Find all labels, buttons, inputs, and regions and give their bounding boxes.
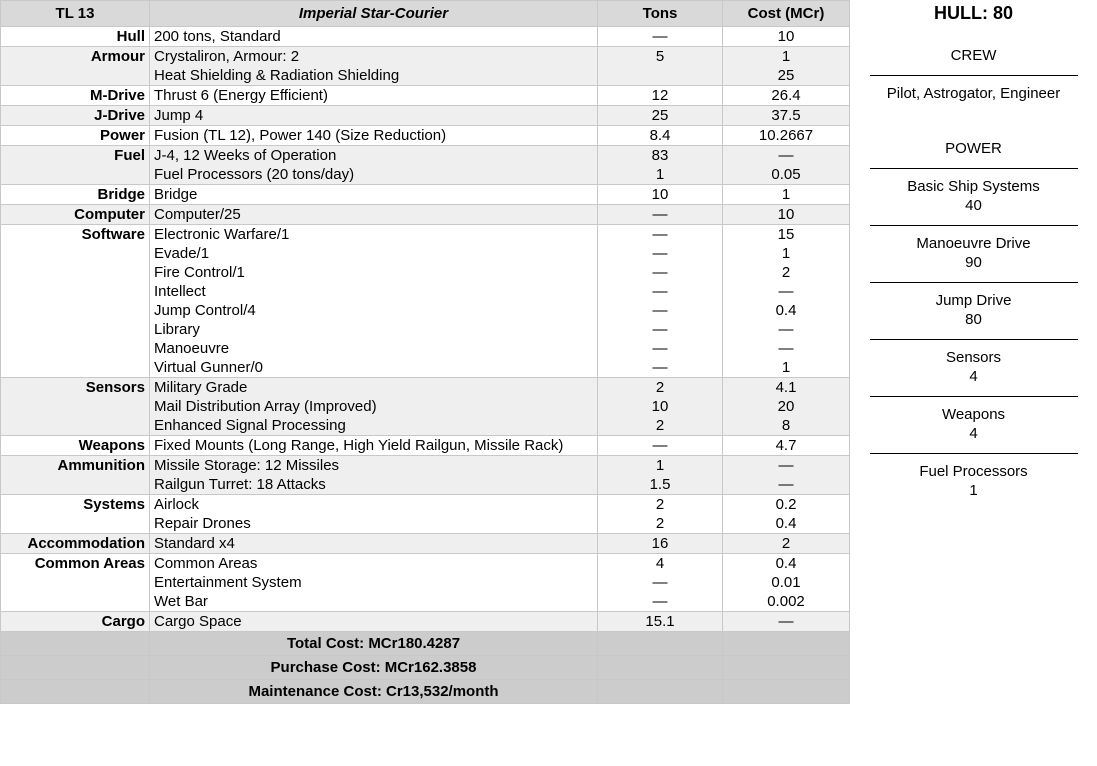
item-cost: — [778, 457, 794, 474]
header-row [1, 1, 850, 27]
item-tons-cell [598, 106, 723, 126]
item-description: Jump Control/4 [154, 302, 256, 319]
item-cost-cell [723, 106, 850, 126]
item-cost: 25 [777, 67, 795, 84]
item-description: Bridge [154, 186, 198, 203]
total-spacer [723, 656, 850, 680]
item-tons-cell [598, 378, 723, 436]
item-description: Fusion (TL 12), Power 140 (Size Reduction) [154, 127, 447, 144]
row-label: Accommodation [1, 534, 150, 554]
item-cost: — [778, 340, 794, 357]
item-cost-cell [723, 47, 850, 86]
total-value: Total Cost: MCr180.4287 [150, 632, 598, 656]
power-item-name: Weapons [941, 406, 1006, 423]
item-cost: 10 [777, 206, 795, 223]
row-label: Computer [1, 205, 150, 225]
item-tons: 16 [651, 535, 669, 552]
item-tons-cell [598, 47, 723, 86]
item-description: Library [154, 321, 200, 338]
item-description: Evade/1 [154, 245, 210, 262]
total-value: Maintenance Cost: Cr13,532/month [150, 680, 598, 704]
table-row [1, 554, 850, 612]
table-row [1, 534, 850, 554]
item-cost-cell [723, 456, 850, 495]
item-cost: 0.4 [775, 302, 797, 319]
item-description: Intellect [154, 283, 206, 300]
row-label: Sensors [1, 378, 150, 436]
item-description: Heat Shielding & Radiation Shielding [154, 67, 400, 84]
row-label: Bridge [1, 185, 150, 205]
item-tons: 2 [655, 515, 665, 532]
item-cost: 1 [781, 245, 791, 262]
item-description: Standard x4 [154, 535, 235, 552]
item-cost-cell [723, 205, 850, 225]
table-row [1, 225, 850, 378]
item-tons: 15.1 [645, 613, 675, 630]
power-item-value: 40 [965, 197, 982, 214]
item-description-cell [150, 27, 598, 47]
item-tons: — [652, 245, 668, 262]
item-tons: — [652, 593, 668, 610]
item-description-cell [150, 146, 598, 185]
item-description: Common Areas [154, 555, 258, 572]
item-cost: 0.2 [775, 496, 797, 513]
total-spacer [1, 632, 150, 656]
item-tons-cell [598, 495, 723, 534]
table-row [1, 27, 850, 47]
item-tons: 10 [651, 186, 669, 203]
row-label: M-Drive [1, 86, 150, 106]
table-row [1, 86, 850, 106]
item-description-cell [150, 554, 598, 612]
item-description: Railgun Turret: 18 Attacks [154, 476, 326, 493]
item-description-cell [150, 106, 598, 126]
item-description-cell [150, 205, 598, 225]
item-description: Enhanced Signal Processing [154, 417, 346, 434]
crew-heading: CREW [950, 47, 997, 64]
item-cost: 10 [777, 28, 795, 45]
item-description-cell [150, 534, 598, 554]
power-heading: POWER [945, 140, 1002, 157]
item-description: Mail Distribution Array (Improved) [154, 398, 377, 415]
row-label: Weapons [1, 436, 150, 456]
item-cost-cell [723, 185, 850, 205]
table-row [1, 436, 850, 456]
item-description-cell [150, 378, 598, 436]
item-cost-cell [723, 378, 850, 436]
total-spacer [723, 680, 850, 704]
row-label: Ammunition [1, 456, 150, 495]
power-item-value: 1 [969, 482, 978, 499]
item-tons: — [652, 226, 668, 243]
item-description: Jump 4 [154, 107, 204, 124]
item-cost: — [778, 321, 794, 338]
table-row [1, 495, 850, 534]
ship-name-header: Imperial Star-Courier [150, 1, 598, 27]
item-cost: 0.4 [775, 555, 797, 572]
item-tons: 1 [655, 457, 665, 474]
item-tons: — [652, 359, 668, 376]
item-cost: 4.7 [775, 437, 797, 454]
total-row [1, 656, 850, 680]
item-tons: 4 [655, 555, 665, 572]
total-value: Purchase Cost: MCr162.3858 [150, 656, 598, 680]
item-tons: — [652, 340, 668, 357]
item-description-cell [150, 185, 598, 205]
item-cost-cell [723, 436, 850, 456]
item-cost: — [778, 147, 794, 164]
item-tons-cell [598, 146, 723, 185]
total-row [1, 680, 850, 704]
power-item-name: Sensors [945, 349, 1002, 366]
item-tons-cell [598, 205, 723, 225]
item-tons: 10 [651, 398, 669, 415]
total-spacer [1, 680, 150, 704]
item-description: Electronic Warfare/1 [154, 226, 290, 243]
item-cost-cell [723, 146, 850, 185]
item-tons: — [652, 264, 668, 281]
item-tons: 1.5 [649, 476, 671, 493]
item-description: 200 tons, Standard [154, 28, 281, 45]
item-description: Wet Bar [154, 593, 208, 610]
power-item-value: 4 [969, 368, 978, 385]
row-label: Armour [1, 47, 150, 86]
table-row [1, 146, 850, 185]
item-description: Missile Storage: 12 Missiles [154, 457, 340, 474]
item-tons-cell [598, 534, 723, 554]
hull-points: HULL: 80 [933, 3, 1013, 23]
item-tons-cell [598, 456, 723, 495]
table-row [1, 106, 850, 126]
row-label: Fuel [1, 146, 150, 185]
item-description: Crystaliron, Armour: 2 [154, 48, 300, 65]
item-tons: 25 [651, 107, 669, 124]
item-tons: 2 [655, 417, 665, 434]
total-spacer [1, 656, 150, 680]
item-tons-cell [598, 86, 723, 106]
item-description-cell [150, 225, 598, 378]
item-cost-cell [723, 534, 850, 554]
item-cost-cell [723, 86, 850, 106]
power-item-value: 80 [965, 311, 982, 328]
side-panel [850, 0, 1097, 510]
item-cost: 15 [777, 226, 795, 243]
item-cost: — [778, 476, 794, 493]
item-description: Entertainment System [154, 574, 302, 591]
item-cost-cell [723, 612, 850, 632]
item-description: Fuel Processors (20 tons/day) [154, 166, 355, 183]
item-tons: — [652, 574, 668, 591]
item-description: Airlock [154, 496, 200, 513]
power-item-name: Jump Drive [935, 292, 1012, 309]
power-item-value: 4 [969, 425, 978, 442]
item-tons: — [652, 321, 668, 338]
row-label: Common Areas [1, 554, 150, 612]
item-description: Thrust 6 (Energy Efficient) [154, 87, 328, 104]
item-cost-cell [723, 126, 850, 146]
row-label: Cargo [1, 612, 150, 632]
item-description: Fire Control/1 [154, 264, 245, 281]
item-tons-cell [598, 27, 723, 47]
totals-body [1, 632, 850, 704]
item-cost: — [778, 613, 794, 630]
item-description: J-4, 12 Weeks of Operation [154, 147, 337, 164]
item-description-cell [150, 86, 598, 106]
item-tons [602, 66, 718, 85]
item-cost: 2 [781, 535, 791, 552]
power-item [850, 226, 1097, 282]
total-spacer [598, 656, 723, 680]
item-tons: — [652, 28, 668, 45]
item-cost: 10.2667 [758, 127, 814, 144]
table-row [1, 456, 850, 495]
tech-level-header: TL 13 [1, 1, 150, 27]
table-row [1, 612, 850, 632]
item-description: Fixed Mounts (Long Range, High Yield Railgun, Missile Rack) [154, 437, 564, 454]
item-cost: 0.01 [771, 574, 801, 591]
item-tons: 2 [655, 496, 665, 513]
power-item-name: Basic Ship Systems [907, 178, 1040, 195]
item-tons-cell [598, 436, 723, 456]
row-label: Hull [1, 27, 150, 47]
item-description: Computer/25 [154, 206, 241, 223]
item-description: Manoeuvre [154, 340, 230, 357]
item-description: Cargo Space [154, 613, 242, 630]
item-tons: 2 [655, 379, 665, 396]
total-row [1, 632, 850, 656]
item-tons: 8.4 [649, 127, 671, 144]
item-description-cell [150, 126, 598, 146]
power-item [850, 397, 1097, 453]
power-item [850, 169, 1097, 225]
item-description: Virtual Gunner/0 [154, 359, 263, 376]
item-cost: 2 [781, 264, 791, 281]
crew-list: Pilot, Astrogator, Engineer [886, 85, 1061, 102]
row-label: J-Drive [1, 106, 150, 126]
item-tons-cell [598, 225, 723, 378]
cost-header: Cost (MCr) [723, 1, 850, 27]
total-spacer [598, 680, 723, 704]
item-tons: 83 [651, 147, 669, 164]
row-label: Systems [1, 495, 150, 534]
item-cost: 20 [777, 398, 795, 415]
crew-divider [870, 75, 1078, 76]
power-item [850, 340, 1097, 396]
item-description-cell [150, 436, 598, 456]
item-cost: 4.1 [775, 379, 797, 396]
item-cost: 1 [781, 186, 791, 203]
table-row [1, 47, 850, 86]
table-row [1, 185, 850, 205]
total-spacer [598, 632, 723, 656]
item-tons: 12 [651, 87, 669, 104]
item-description: Repair Drones [154, 515, 251, 532]
item-description-cell [150, 47, 598, 86]
item-cost: 1 [781, 359, 791, 376]
item-description: Military Grade [154, 379, 248, 396]
spec-body [1, 27, 850, 632]
item-tons-cell [598, 612, 723, 632]
power-item-name: Manoeuvre Drive [916, 235, 1031, 252]
item-cost: 26.4 [771, 87, 801, 104]
power-item [850, 454, 1097, 510]
power-item-value: 90 [965, 254, 982, 271]
row-label: Software [1, 225, 150, 378]
item-tons-cell [598, 185, 723, 205]
item-tons: — [652, 283, 668, 300]
item-cost: 1 [781, 48, 791, 65]
item-description-cell [150, 456, 598, 495]
tons-header: Tons [598, 1, 723, 27]
item-tons: 5 [655, 48, 665, 65]
item-cost: 0.4 [775, 515, 797, 532]
item-cost-cell [723, 495, 850, 534]
item-tons-cell [598, 126, 723, 146]
item-cost: 8 [781, 417, 791, 434]
item-description-cell [150, 495, 598, 534]
item-cost-cell [723, 27, 850, 47]
table-row [1, 126, 850, 146]
item-cost: 0.05 [771, 166, 801, 183]
power-item-name: Fuel Processors [919, 463, 1028, 480]
power-list [850, 169, 1097, 510]
total-spacer [723, 632, 850, 656]
item-cost-cell [723, 225, 850, 378]
item-tons: 1 [655, 166, 665, 183]
item-cost-cell [723, 554, 850, 612]
item-description-cell [150, 612, 598, 632]
item-tons: — [652, 206, 668, 223]
power-item [850, 283, 1097, 339]
table-row [1, 205, 850, 225]
item-tons: — [652, 437, 668, 454]
item-tons: — [652, 302, 668, 319]
item-cost: 37.5 [771, 107, 801, 124]
item-tons-cell [598, 554, 723, 612]
table-row [1, 378, 850, 436]
row-label: Power [1, 126, 150, 146]
item-cost: — [778, 283, 794, 300]
item-cost: 0.002 [767, 593, 805, 610]
